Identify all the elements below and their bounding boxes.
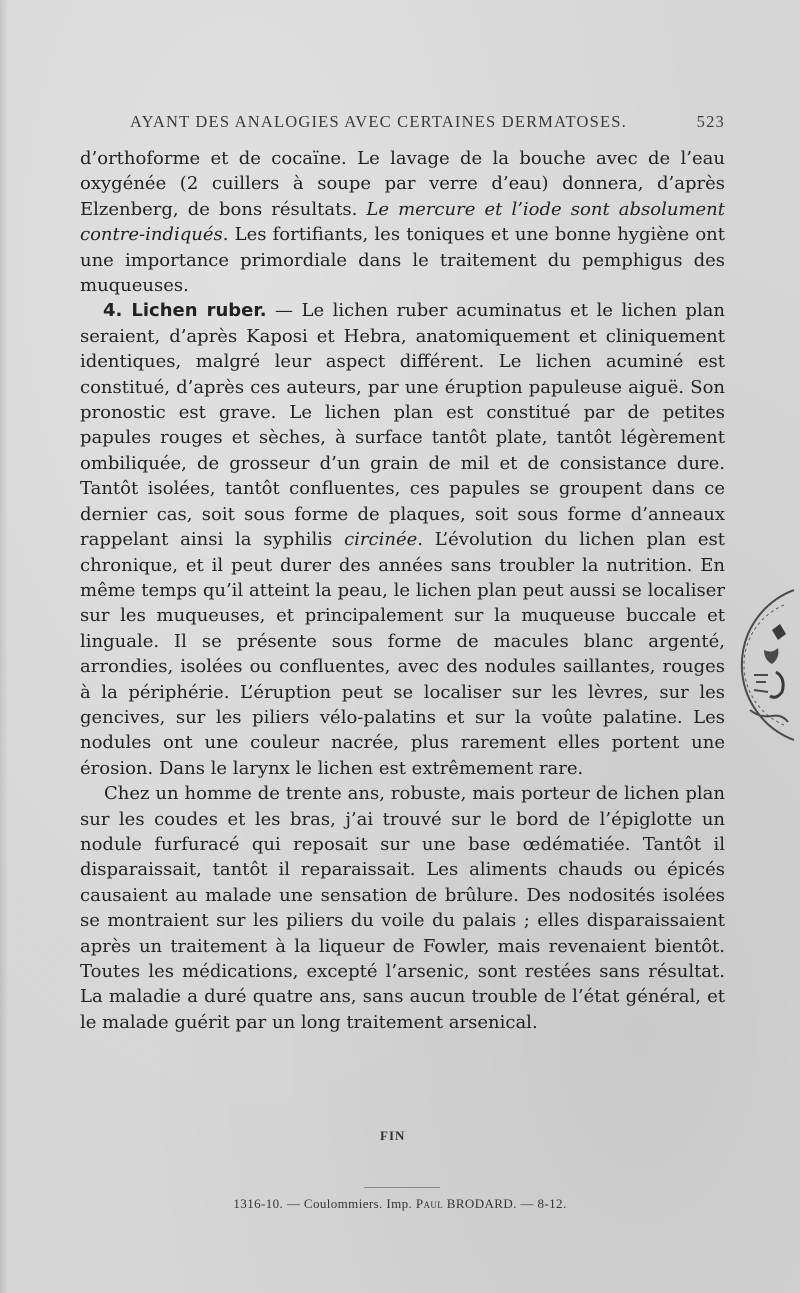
paragraph-text: . L’évolution du lichen plan est chronique, et il peut durer des années sans troubler la nutrition. En même temps qu’il atteint la peau, le lichen plan peut aussi se localiser sur les muqueuses, et principalement sur la muqueuse buccale et linguale. Il se présente sous forme de macules blanc argenté, arrondies, isolées ou confluentes, avec des nodules saillantes, rouges à la périphérie. L’éruption peut se localiser sur les lèvres, sur les gencives, sur les piliers vélo-palatins et sur la voûte palatine. Les nodules ont une couleur nacrée, plus rarement elles portent une érosion. Dans le larynx le lichen est extrêmement rare. [80,529,725,779]
paragraph-lichen-ruber [80,298,725,781]
paragraph-text: — Le lichen ruber acuminatus et le lichen plan seraient, d’après Kaposi et Hebra, anatomiquement et cliniquement identiques, malgré leur aspect différent. Le lichen acuminé est constitué, d’après ces auteurs, par une éruption papuleuse aiguë. Son pronostic est grave. Le lichen plan est constitué par de petites papules rouges et sèches, à surface tantôt plate, tantôt légèrement ombiliquée, de grosseur d’un grain de mil et de consistance dure. Tantôt isolées, tantôt confluentes, ces papules se groupent dans ce dernier cas, soit sous forme de plaques, soit sous forme d’anneaux rappelant ainsi la syphilis [80,300,725,551]
colophon [0,1196,800,1212]
running-header [80,112,725,136]
italic-phrase: Le mercure et l’iode sont absolument contre-indiqués. [80,198,726,246]
printer-last-name: BRODARD. [443,1196,517,1211]
page-number: 523 [696,112,725,131]
printer-first-name: Paul [415,1196,444,1211]
page-edge-shadow [0,0,8,1293]
separator-rule [364,1187,440,1188]
library-stamp-icon [724,580,800,750]
colophon-suffix: — 8-12. [516,1196,567,1211]
italic-word: circinée [344,529,418,551]
main-text [80,146,725,1035]
running-title: AYANT DES ANALOGIES AVEC CERTAINES DERMATOSES. [130,112,627,131]
paragraph-text: d’orthoforme et de cocaïne. Le lavage de la bouche avec de l’eau oxygénée (2 cuillers à soupe par verre d’eau) donnera, d’après Elzenberg, de bons résultats. [80,148,725,220]
end-mark: FIN [380,1128,406,1143]
section-heading: 4. Lichen ruber. [103,300,267,322]
colophon-prefix: 1316-10. — Coulommiers. Imp. [233,1196,416,1211]
paragraph-case-report: Chez un homme de trente ans, robuste, mais porteur de lichen plan sur les coudes et les bras, j’ai trouvé sur le bord de l’épiglotte un nodule furfuracé qui reposait sur une base œdématiée. Tantôt il disparaissait, tantôt il reparaissait. Les aliments chauds ou épicés causaient au malade une sensation de brûlure. Des nodosités isolées se montraient sur les piliers du voile du palais ; elles disparaissaient après un traitement à la liqueur de Fowler, mais revenaient bientôt. Toutes les médications, excepté l’arsenic, sont restées sans résultat. La maladie a duré quatre ans, sans aucun trouble de l’état général, et le malade guérit par un long traitement arsenical. [80,783,725,1033]
paragraph-pemphigus-end [80,146,725,298]
paragraph-text: Les fortifiants, les toniques et une bonne hygiène ont une importance primordiale dans le traitement du pemphigus des muqueuses. [80,224,725,297]
